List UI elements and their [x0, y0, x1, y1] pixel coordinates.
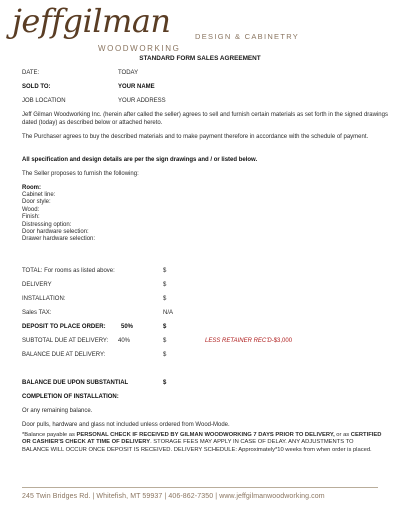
footnote-bold: CERTIFIED OR CASHIER'S CHECK AT TIME OF DELIVERY	[22, 432, 382, 446]
remaining-balance-text: Or any remaining balance.	[22, 408, 93, 414]
retainer-note	[205, 338, 292, 346]
balance-delivery-value: $	[163, 352, 167, 358]
purchaser-paragraph: The Purchaser agrees to buy the described materials and to make payment therefore in accordance with the schedule of payment.	[22, 134, 369, 140]
job-location-value: YOUR ADDRESS	[118, 98, 166, 104]
balance-substantial-label: BALANCE DUE UPON SUBSTANTIAL	[22, 380, 129, 386]
logo-tagline-bottom: WOODWORKING	[98, 44, 181, 53]
logo-script: jeffgilman	[12, 2, 171, 40]
completion-label: COMPLETION OF INSTALLATION:	[22, 394, 119, 400]
payment-footnote	[22, 432, 382, 454]
date-label: DATE:	[22, 70, 40, 76]
sales-tax-value: N/A	[163, 310, 174, 316]
room-spec-item: Finish:	[22, 214, 40, 221]
footer-divider	[22, 487, 378, 488]
room-spec-item: Drawer hardware selection:	[22, 236, 96, 243]
sales-tax-label: Sales TAX:	[22, 310, 52, 316]
agreement-paragraph: Jeff Gilman Woodworking Inc. (herein after called the seller) agrees to sell and furnish certain materials as set forth in the signed drawings dated (today) as described below or attached hereto.	[22, 112, 388, 126]
door-pulls-note: Door pulls, hardware and glass not included unless ordered from Wood-Mode.	[22, 422, 230, 428]
sold-to-label: SOLD TO:	[22, 84, 51, 90]
balance-substantial-value: $	[163, 380, 167, 386]
room-spec-list	[22, 192, 95, 244]
footnote-part: or as	[334, 432, 351, 438]
installation-value: $	[163, 296, 167, 302]
footnote-bold: PERSONAL CHECK IF RECEIVED BY GILMAN WOODWORKING 7 DAYS PRIOR TO DELIVERY,	[76, 432, 335, 438]
subtotal-percent: 40%	[118, 338, 131, 344]
seller-proposes-text: The Seller proposes to furnish the following:	[22, 171, 139, 177]
job-location-label: JOB LOCATION	[22, 98, 66, 104]
footer-contact: 245 Twin Bridges Rd. | Whitefish, MT 59937 | 406-862-7350 | www.jeffgilmanwoodworking.com	[22, 493, 325, 500]
footnote-part: *Balance payable as	[22, 432, 77, 438]
room-spec-item: Wood:	[22, 206, 40, 213]
delivery-value: $	[163, 282, 167, 288]
total-label: TOTAL: For rooms as listed above:	[22, 268, 115, 274]
footnote-part: . STORAGE FEES MAY APPLY IN CASE OF DELAY. ANY ADJUSTMENTS TO BALANCE WILL OCCUR ONCE DEPOSIT IS RECEIVED. DELIVERY SCHEDULE: Approximately*10 weeks from when order is placed.	[22, 439, 372, 453]
deposit-label: DEPOSIT TO PLACE ORDER:	[22, 324, 106, 330]
logo-tagline-top: DESIGN & CABINETRY	[195, 32, 300, 41]
room-spec-item: Distressing option:	[22, 221, 72, 228]
document-title: STANDARD FORM SALES AGREEMENT	[139, 55, 261, 62]
room-spec-item: Cabinet line:	[22, 192, 56, 198]
date-value: TODAY	[118, 70, 139, 76]
deposit-percent: 50%	[121, 324, 134, 330]
retainer-label: LESS RETAINER REC'D	[205, 338, 272, 344]
company-logo	[12, 2, 312, 53]
delivery-label: DELIVERY	[22, 282, 52, 288]
installation-label: INSTALLATION:	[22, 296, 66, 302]
room-spec-item: Door hardware selection:	[22, 229, 89, 236]
total-value: $	[163, 268, 167, 274]
subtotal-value: $	[163, 338, 167, 344]
balance-delivery-label: BALANCE DUE AT DELIVERY:	[22, 352, 106, 358]
subtotal-label: SUBTOTAL DUE AT DELIVERY:	[22, 338, 109, 344]
deposit-value: $	[163, 324, 167, 330]
sold-to-value: YOUR NAME	[118, 84, 155, 90]
room-spec-item: Door style:	[22, 199, 51, 206]
specification-note: All specification and design details are per the sign drawings and / or listed below.	[22, 157, 258, 163]
room-heading: Room:	[22, 185, 41, 191]
retainer-value: -$3,000	[271, 338, 293, 344]
